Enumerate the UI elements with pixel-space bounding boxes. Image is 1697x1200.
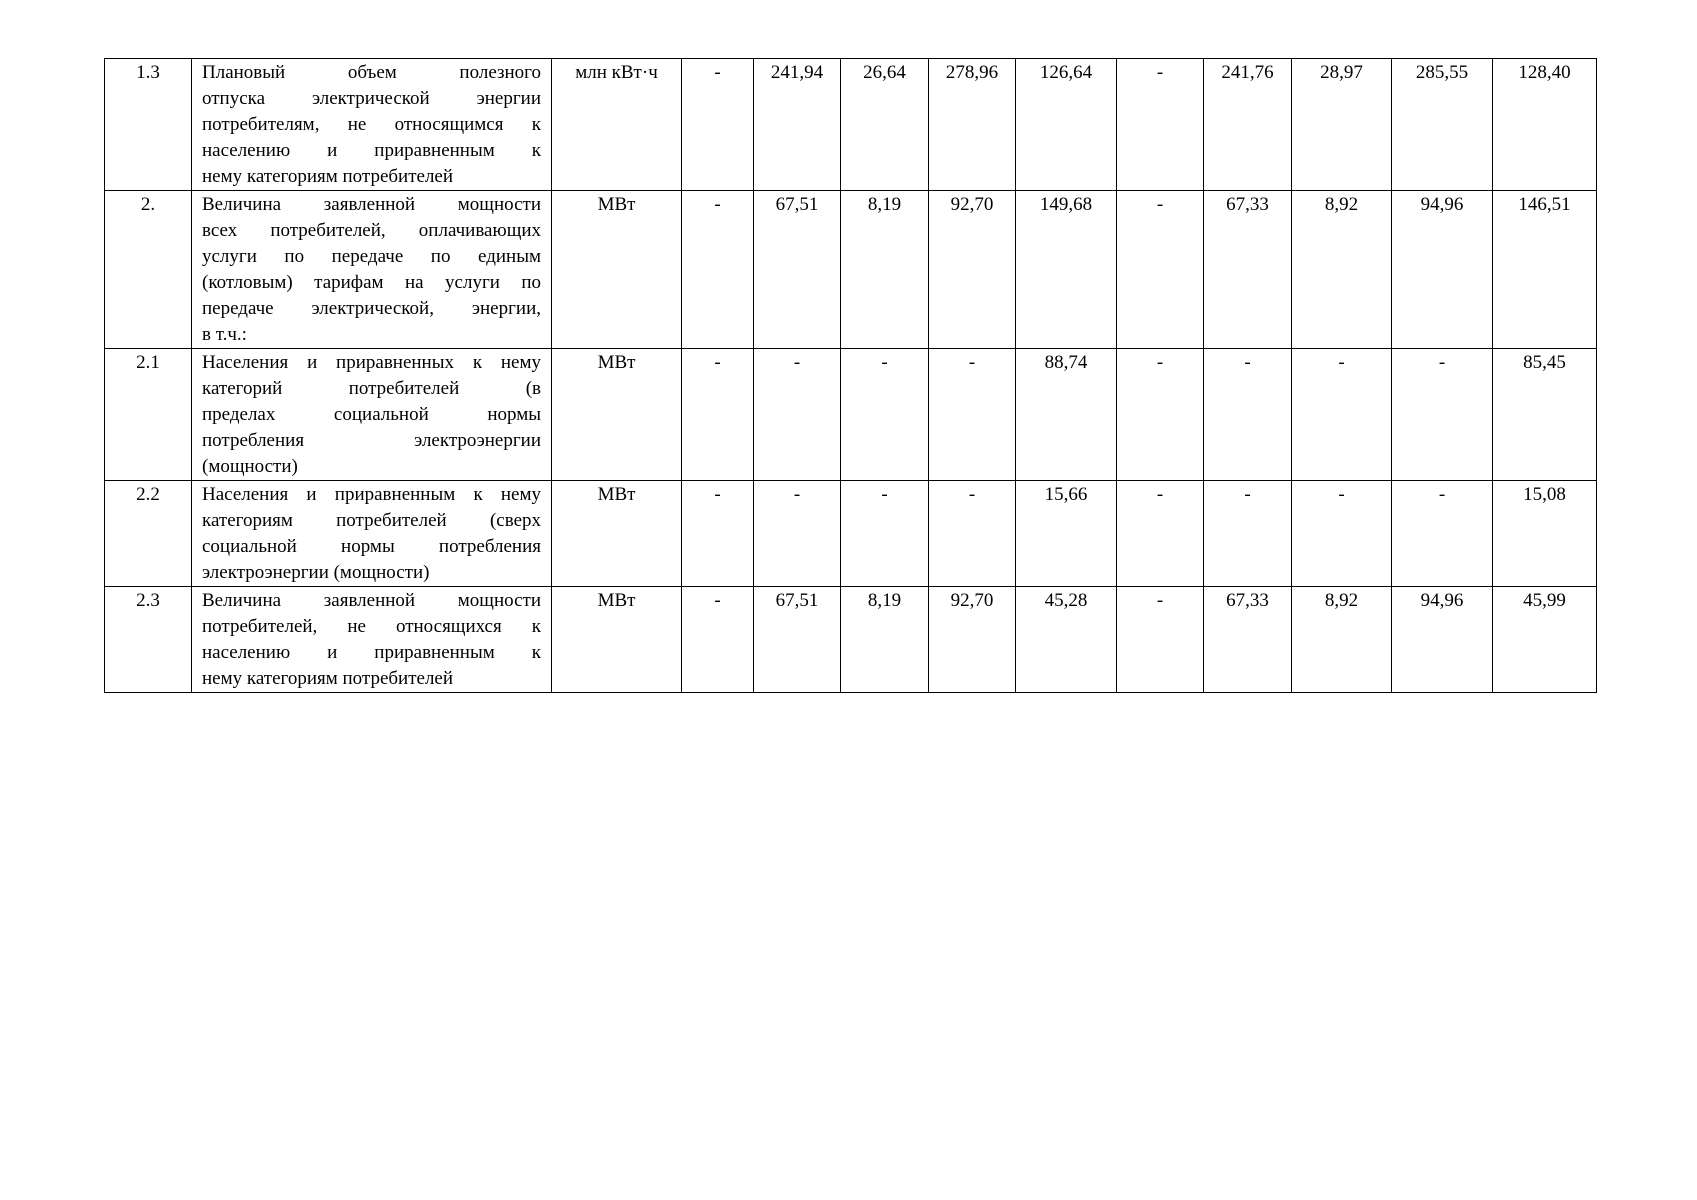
description-line: пределах социальной нормы [202, 404, 541, 425]
value-cell: - [841, 481, 929, 587]
value-cell: 94,96 [1392, 587, 1493, 693]
description-line: населению и приравненным к [202, 642, 541, 663]
value-cell: - [841, 349, 929, 481]
value-cell: - [682, 59, 754, 191]
table-row [105, 349, 1597, 481]
value-cell: 8,19 [841, 587, 929, 693]
value-cell: - [929, 349, 1016, 481]
value-cell: 67,33 [1204, 191, 1292, 349]
description-line: категориям потребителей (сверх [202, 510, 541, 531]
unit-cell: млн кВт·ч [552, 59, 682, 191]
value-cell: - [1204, 349, 1292, 481]
row-number-cell: 2.3 [105, 587, 192, 693]
description-line: (котловым) тарифам на услуги по [202, 272, 541, 293]
value-cell: 28,97 [1292, 59, 1392, 191]
value-cell: 67,51 [754, 191, 841, 349]
description-line: Населения и приравненным к нему [202, 484, 541, 505]
table-row [105, 191, 1597, 349]
value-cell: 8,92 [1292, 587, 1392, 693]
value-cell: 92,70 [929, 191, 1016, 349]
value-cell: - [754, 481, 841, 587]
value-cell: - [1204, 481, 1292, 587]
description-line: Величина заявленной мощности [202, 590, 541, 611]
table-row [105, 481, 1597, 587]
description-line: Плановый объем полезного [202, 62, 541, 83]
value-cell: 94,96 [1392, 191, 1493, 349]
description-line: потребителей, не относящихся к [202, 616, 541, 637]
row-number-cell: 2. [105, 191, 192, 349]
tariff-table [104, 58, 1597, 693]
value-cell: - [1392, 349, 1493, 481]
description-line: (мощности) [202, 456, 298, 477]
value-cell: 128,40 [1493, 59, 1597, 191]
description-line: отпуска электрической энергии [202, 88, 541, 109]
row-description-cell [192, 349, 552, 481]
value-cell: 8,19 [841, 191, 929, 349]
value-cell: 67,33 [1204, 587, 1292, 693]
value-cell: 15,08 [1493, 481, 1597, 587]
description-line: населению и приравненным к [202, 140, 541, 161]
description-line: потребления электроэнергии [202, 430, 541, 451]
value-cell: 149,68 [1016, 191, 1117, 349]
value-cell: 67,51 [754, 587, 841, 693]
unit-cell: МВт [552, 587, 682, 693]
value-cell: - [1117, 481, 1204, 587]
value-cell: 26,64 [841, 59, 929, 191]
description-line: в т.ч.: [202, 324, 247, 345]
description-line: услуги по передаче по единым [202, 246, 541, 267]
row-number-cell: 2.2 [105, 481, 192, 587]
value-cell: - [682, 191, 754, 349]
value-cell: - [1117, 59, 1204, 191]
value-cell: - [682, 481, 754, 587]
value-cell: - [1117, 587, 1204, 693]
value-cell: 241,76 [1204, 59, 1292, 191]
description-line: передаче электрической, энергии, [202, 298, 541, 319]
table-body [105, 59, 1597, 693]
value-cell: 8,92 [1292, 191, 1392, 349]
description-line: Населения и приравненных к нему [202, 352, 541, 373]
value-cell: - [1117, 349, 1204, 481]
value-cell: 146,51 [1493, 191, 1597, 349]
value-cell: 285,55 [1392, 59, 1493, 191]
value-cell: - [1392, 481, 1493, 587]
description-line: категорий потребителей (в [202, 378, 541, 399]
value-cell: 126,64 [1016, 59, 1117, 191]
row-number-cell: 1.3 [105, 59, 192, 191]
value-cell: 241,94 [754, 59, 841, 191]
table-row [105, 587, 1597, 693]
table-row [105, 59, 1597, 191]
description-line: потребителям, не относящимся к [202, 114, 541, 135]
row-description-cell [192, 587, 552, 693]
description-line: всех потребителей, оплачивающих [202, 220, 541, 241]
value-cell: 278,96 [929, 59, 1016, 191]
value-cell: - [1292, 349, 1392, 481]
unit-cell: МВт [552, 191, 682, 349]
value-cell: - [754, 349, 841, 481]
value-cell: 15,66 [1016, 481, 1117, 587]
row-description-cell [192, 481, 552, 587]
value-cell: 88,74 [1016, 349, 1117, 481]
row-description-cell [192, 191, 552, 349]
row-description-cell [192, 59, 552, 191]
value-cell: 45,28 [1016, 587, 1117, 693]
value-cell: 85,45 [1493, 349, 1597, 481]
value-cell: - [682, 587, 754, 693]
value-cell: - [929, 481, 1016, 587]
description-line: нему категориям потребителей [202, 668, 454, 689]
value-cell: - [682, 349, 754, 481]
description-line: электроэнергии (мощности) [202, 562, 430, 583]
value-cell: - [1117, 191, 1204, 349]
value-cell: 92,70 [929, 587, 1016, 693]
row-number-cell: 2.1 [105, 349, 192, 481]
value-cell: 45,99 [1493, 587, 1597, 693]
description-line: социальной нормы потребления [202, 536, 541, 557]
unit-cell: МВт [552, 481, 682, 587]
description-line: нему категориям потребителей [202, 166, 454, 187]
value-cell: - [1292, 481, 1392, 587]
description-line: Величина заявленной мощности [202, 194, 541, 215]
unit-cell: МВт [552, 349, 682, 481]
